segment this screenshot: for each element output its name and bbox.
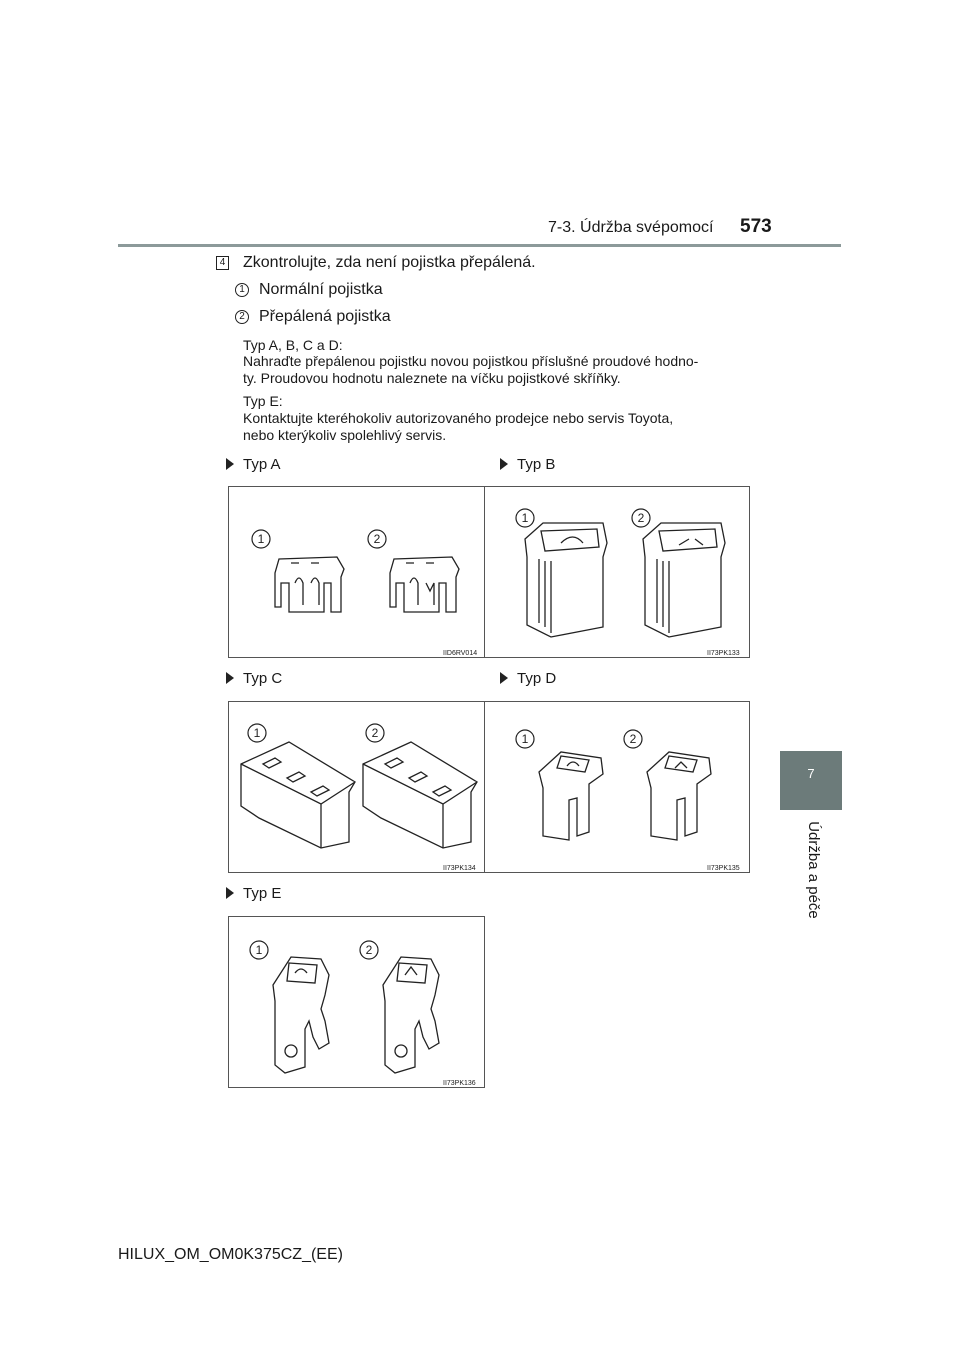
figure-code: II73PK136 [443, 1080, 476, 1087]
chapter-number: 7 [807, 766, 815, 781]
note-body-e-line2: nebo kterýkoliv spolehlivý servis. [243, 427, 447, 443]
item-number-1: 1 [235, 283, 249, 297]
callout-1: 1 [253, 726, 261, 740]
figure-code: II73PK133 [707, 650, 740, 657]
fuse-type-a-illustration [229, 487, 485, 658]
chapter-side-title: Údržba a péče [805, 821, 822, 919]
note-body-abcd-line2: ty. Proudovou hodnotu naleznete na víčku pojistkové skříňky. [243, 370, 621, 386]
figure-type-a [228, 486, 485, 658]
callout-2: 2 [629, 732, 637, 746]
triangle-bullet-icon [226, 672, 234, 684]
step-text: Zkontrolujte, zda není pojistka přepálená. [243, 254, 536, 271]
figure-label-type-b: Typ B [500, 456, 555, 473]
callout-1: 1 [255, 943, 263, 957]
header-divider [118, 244, 841, 247]
section-title: 7-3. Údržba svépomocí [548, 219, 714, 236]
triangle-bullet-icon [500, 672, 508, 684]
note-body-abcd-line1: Nahraďte přepálenou pojistku novou pojistkou příslušné proudové hodno- [243, 353, 699, 369]
figure-type-b [484, 486, 750, 658]
figure-code: IID6RV014 [443, 650, 478, 657]
callout-2: 2 [637, 511, 645, 525]
callout-2: 2 [365, 943, 373, 957]
note-body-e-line1: Kontaktujte kteréhokoliv autorizovaného prodejce nebo servis Toyota, [243, 410, 674, 426]
triangle-bullet-icon [226, 887, 234, 899]
item-text-normal-fuse: Normální pojistka [259, 281, 383, 298]
callout-1: 1 [257, 532, 265, 546]
callout-2: 2 [371, 726, 379, 740]
fuse-type-c-illustration [229, 702, 485, 873]
note-heading-abcd: Typ A, B, C a D: [243, 337, 343, 353]
figure-code: II73PK134 [443, 865, 476, 872]
figure-label-type-c: Typ C [226, 670, 282, 687]
step-number: 4 [216, 256, 229, 270]
figure-type-d [484, 701, 750, 873]
figure-label-type-a: Typ A [226, 456, 281, 473]
callout-1: 1 [521, 511, 529, 525]
callout-2: 2 [373, 532, 381, 546]
figure-type-e [228, 916, 485, 1088]
document-id: HILUX_OM_OM0K375CZ_(EE) [118, 1246, 343, 1263]
callout-1: 1 [521, 732, 529, 746]
fuse-type-d-illustration [485, 702, 750, 873]
triangle-bullet-icon [226, 458, 234, 470]
figure-type-c [228, 701, 485, 873]
page-number: 573 [740, 216, 772, 237]
figure-label-type-d: Typ D [500, 670, 556, 687]
figure-code: II73PK135 [707, 865, 740, 872]
fuse-type-e-illustration [229, 917, 485, 1088]
item-number-2: 2 [235, 310, 249, 324]
triangle-bullet-icon [500, 458, 508, 470]
fuse-type-b-illustration [485, 487, 750, 658]
figure-label-type-e: Typ E [226, 885, 281, 902]
note-heading-e: Typ E: [243, 393, 283, 409]
item-text-blown-fuse: Přepálená pojistka [259, 308, 391, 325]
